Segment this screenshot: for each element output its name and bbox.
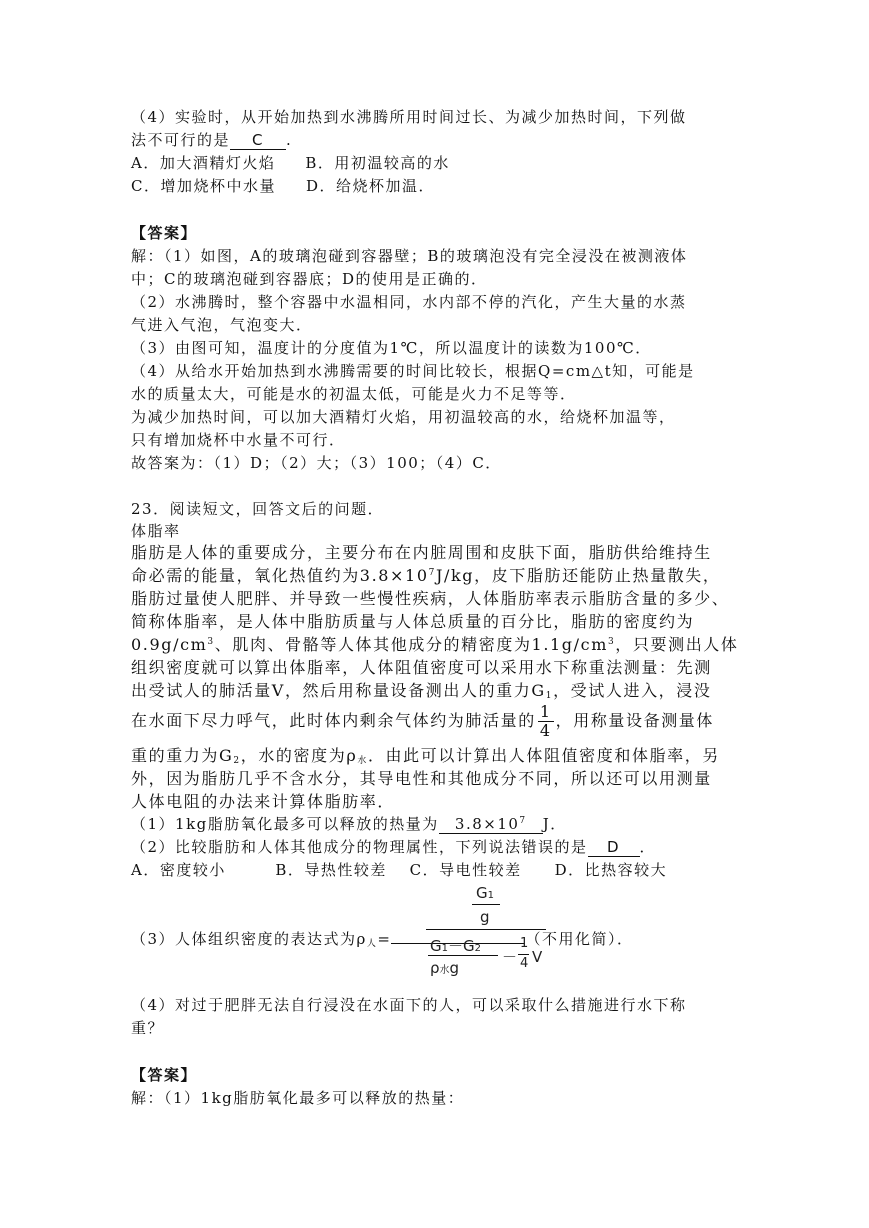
formula-inner-bar-bottom	[428, 955, 498, 956]
text: ，水的密度为ρ	[240, 746, 358, 765]
q23-para-line7	[131, 681, 711, 701]
q23-sub1	[131, 814, 567, 834]
text: （不用化简）．	[525, 930, 634, 948]
quarter-fraction	[538, 703, 554, 740]
q23-para-line6: 组织密度就可以算出体脂率，人体阻值密度可以采用水下称重法测量：先测	[131, 658, 712, 677]
a22-line6: （4）从给水开始加热到水沸腾需要的时间比较长，根据Q=cm△t知，可能是	[131, 362, 695, 380]
q23-sub2-options: A．密度较小 B．导热性较差 C．导电性较差 D．比热容较大	[131, 861, 668, 879]
q22-part4-line1: （4）实验时，从开始加热到水沸腾所用时间过长、为减少加热时间，下列做	[131, 108, 687, 126]
q23-article-title: 体脂率	[131, 522, 181, 540]
a22-line3: （2）水沸腾时，整个容器中水温相同，水内部不停的汽化，产生大量的水蒸	[131, 293, 687, 311]
a22-line5: （3）由图可知，温度计的分度值为1℃，所以温度计的读数为100℃．	[131, 339, 652, 357]
text: 、肌肉、骨骼等人体其他成分的精密度为1.1g/cm	[214, 635, 608, 654]
text: ．	[639, 838, 657, 856]
q22-part4-line2	[131, 130, 292, 150]
denominator: 4	[539, 721, 552, 740]
text: 3.8×10	[454, 815, 520, 833]
density-formula	[418, 882, 568, 982]
a22-line1: 解：（1）如图，A的玻璃泡碰到容器壁；B的玻璃泡没有完全浸没在被测液体	[131, 247, 688, 265]
q22-options-row2	[131, 176, 435, 196]
q23-sub2	[131, 837, 656, 857]
formula-g1: G1	[476, 884, 494, 902]
q23-para-line11: 人体电阻的办法来计算体脂肪率．	[131, 792, 396, 811]
q23-sub4-line1: （4）对过于肥胖无法自行浸没在水面下的人，可以采取什么措施进行水下称	[131, 996, 687, 1014]
exponent: 7	[519, 816, 527, 826]
formula-one: 1	[520, 936, 529, 951]
q23-sub4-line2: 重？	[131, 1019, 165, 1037]
formula-g: g	[480, 908, 490, 926]
q23-para-line1: 脂肪是人体的重要成分，主要分布在内脏周围和皮肤下面，脂肪供给维持生	[131, 543, 712, 562]
formula-main-bar	[426, 929, 546, 930]
q23-para-line9	[131, 746, 720, 766]
q22-option-d: D．给烧杯加温．	[305, 177, 436, 195]
text: 出受试人的肺活量V，然后用称量设备测出人的重力G	[131, 681, 546, 700]
a22-final-answer: 故答案为：（1）D；（2）大；（3）100；（4）C．	[131, 454, 502, 472]
q22-part4-answer: C	[230, 132, 286, 150]
exponent: 3	[607, 637, 616, 647]
formula-quarter-bar	[518, 954, 529, 955]
formula-inner-bar-top	[472, 904, 500, 905]
text: ，只要测出人体	[615, 635, 739, 654]
formula-g1-minus-g2: G1－G2	[430, 937, 482, 955]
text: J/kg，皮下脂肪还能防止热量散失，	[435, 566, 721, 585]
text: J．	[542, 815, 567, 833]
formula-four: 4	[520, 956, 529, 971]
answer-label-2: 【答案】	[131, 1066, 198, 1084]
exponent: 7	[428, 568, 436, 578]
q23-sub2-answer: D	[588, 839, 640, 857]
a22-line2: 中；C的玻璃泡碰到容器底；D的使用是正确的．	[131, 270, 488, 288]
text: （2）比较脂肪和人体其他成分的物理属性，下列说法错误的是	[131, 838, 588, 856]
text: 重的重力为G	[131, 746, 234, 765]
q23-heading: 23．阅读短文，回答文后的问题．	[131, 500, 385, 518]
text: ，用称量设备测量体	[555, 711, 714, 730]
q23-para-line3: 脂肪过量使人肥胖、并导致一些慢性疾病，人体脂肪率表示脂肪含量的多少、	[131, 589, 730, 608]
subscript: 水	[357, 756, 368, 766]
q22-option-c: C．增加烧杯中水量	[131, 177, 276, 195]
a22-line4: 气进入气泡，气泡变大．	[131, 316, 313, 334]
text: ，受试人进入，浸没	[553, 681, 712, 700]
q23-para-line2	[131, 566, 721, 586]
answer-label: 【答案】	[131, 224, 198, 242]
q23-para-line4: 简称体脂率，是人体中脂肪质量与人体总质量的百分比，脂肪的密度约为	[131, 612, 695, 631]
a23-line1: 解：（1）1kg脂肪氧化最多可以释放的热量：	[131, 1089, 465, 1107]
formula-v: V	[532, 948, 543, 966]
q22-part4-end: .	[286, 131, 293, 149]
formula-minus: －	[502, 948, 518, 966]
subscript: 人	[366, 939, 378, 949]
text: 命必需的能量，氧化热值约为3.8×10	[131, 566, 429, 585]
q23-para-line5	[131, 635, 739, 655]
text: ．由此可以计算出人体阻值密度和体脂率，另	[367, 746, 720, 765]
numerator: 1	[539, 702, 552, 721]
q22-part4-prompt: 法不可行的是	[131, 131, 231, 149]
q22-options-row1	[131, 153, 450, 173]
q22-option-b: B．用初温较高的水	[305, 154, 450, 172]
subscript: 1	[545, 691, 554, 701]
a22-line8: 为减少加热时间，可以加大酒精灯火焰，用初温较高的水，给烧杯加温等，	[131, 408, 676, 426]
q22-option-a: A．加大酒精灯火焰	[131, 154, 276, 172]
q23-sub1-answer	[439, 816, 543, 834]
text: 0.9g/cm	[131, 635, 208, 654]
text: （3）人体组织密度的表达式为ρ	[131, 930, 367, 948]
subscript: 2	[233, 756, 241, 766]
a22-line9: 只有增加烧杯中水量不可行．	[131, 431, 346, 449]
equals: =	[377, 930, 392, 948]
formula-rho-water-g: ρ水g	[430, 959, 460, 977]
text: （1）1kg脂肪氧化最多可以释放的热量为	[131, 815, 439, 833]
q23-para-line8	[131, 702, 714, 740]
exponent: 3	[207, 637, 215, 647]
text: 在水面下尽力呼气，此时体内剩余气体约为肺活量的	[131, 711, 536, 730]
a22-line7: 水的质量太大，可能是水的初温太低，可能是火力不足等等．	[131, 385, 577, 403]
q23-para-line10: 外，因为脂肪几乎不含水分，其导电性和其他成分不同，所以还可以用测量	[131, 769, 712, 788]
